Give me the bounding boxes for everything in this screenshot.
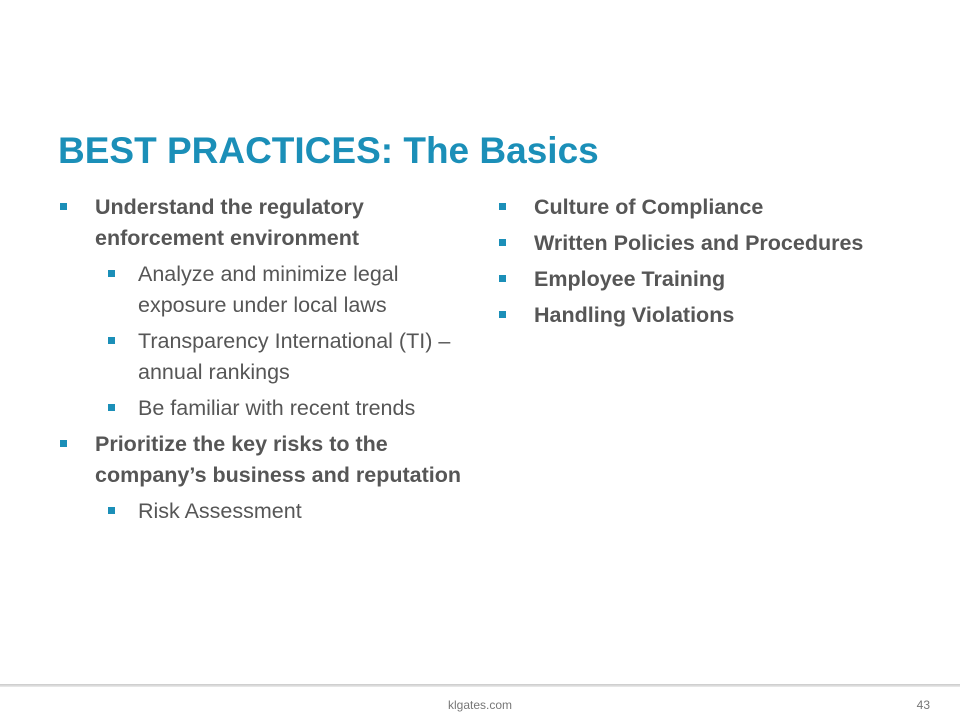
sub-bullet-text: Analyze and minimize legal exposure under local laws: [138, 262, 399, 317]
bullet-text: Understand the regulatory enforcement environment: [95, 195, 364, 250]
sub-bullet-item: [58, 393, 468, 424]
sub-bullet-text: Be familiar with recent trends: [138, 396, 416, 420]
right-bullet-list: [497, 192, 917, 336]
bullet-text: Handling Violations: [534, 303, 735, 327]
bullet-text: Written Policies and Procedures: [534, 231, 864, 255]
square-bullet-icon: [499, 311, 506, 318]
bullet-item: [58, 192, 468, 254]
sub-bullet-item: [58, 496, 468, 527]
slide-title: BEST PRACTICES: The Basics: [58, 130, 599, 171]
square-bullet-icon: [499, 239, 506, 246]
sub-bullet-text: Transparency International (TI) – annual rankings: [138, 329, 451, 384]
page-number: 43: [916, 698, 930, 712]
square-bullet-icon: [108, 337, 115, 344]
bullet-text: Culture of Compliance: [534, 195, 764, 219]
footer-url: klgates.com: [447, 698, 513, 712]
bullet-item: [497, 228, 917, 259]
bullet-item: [497, 192, 917, 223]
sub-bullet-text: Risk Assessment: [138, 499, 302, 523]
bullet-item: [58, 429, 468, 491]
left-bullet-list: [58, 192, 468, 532]
square-bullet-icon: [499, 203, 506, 210]
square-bullet-icon: [108, 507, 115, 514]
bullet-item: [497, 264, 917, 295]
bullet-text: Prioritize the key risks to the company’s business and reputation: [95, 432, 461, 487]
sub-bullet-item: [58, 326, 468, 388]
sub-bullet-item: [58, 259, 468, 321]
bullet-text: Employee Training: [534, 267, 726, 291]
square-bullet-icon: [60, 203, 67, 210]
square-bullet-icon: [108, 404, 115, 411]
square-bullet-icon: [60, 440, 67, 447]
square-bullet-icon: [499, 275, 506, 282]
square-bullet-icon: [108, 270, 115, 277]
footer-divider: [0, 684, 960, 687]
bullet-item: [497, 300, 917, 331]
